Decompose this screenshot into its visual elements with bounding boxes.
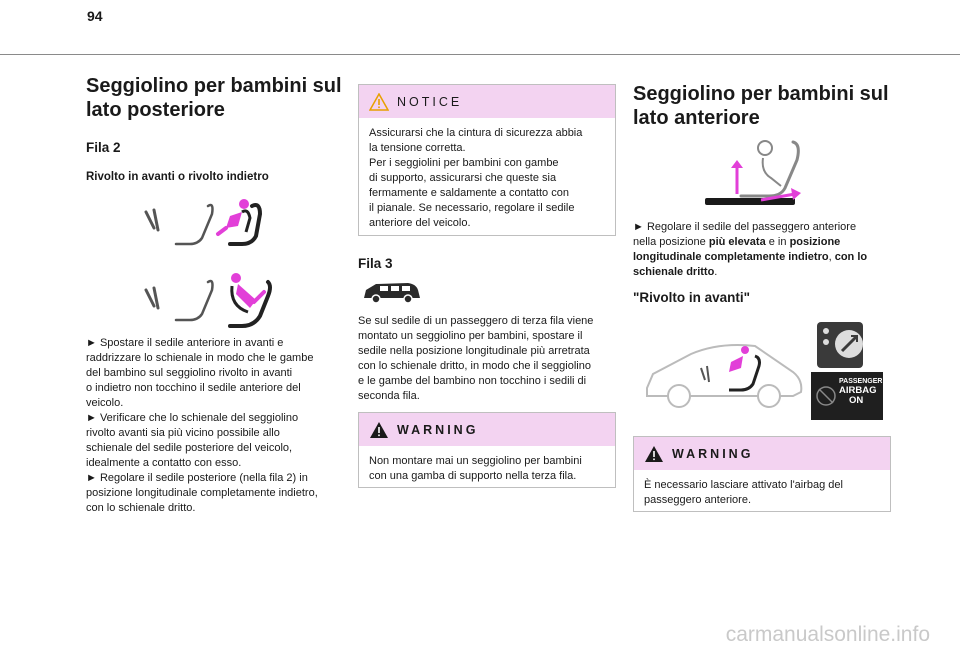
car-icon [362,280,422,304]
notice-header [359,85,615,118]
warning-box-row3 [358,412,616,488]
car-side-illustration [643,336,807,414]
left-column [86,74,348,514]
left-title-line2: lato posteriore [86,99,225,121]
fila3-heading: Fila 3 [358,256,393,271]
notice-label: NOTICE [397,94,463,109]
seat-icon [701,138,805,210]
notice-box [358,84,616,236]
airbag-switch-panel [809,322,867,373]
watermark: carmanualsonline.info [725,623,930,646]
forward-seat-illustration [138,198,278,250]
airbag-on-indicator [811,372,883,420]
forward-facing-heading: "Rivolto in avanti" [633,290,751,305]
warning-label: WARNING [397,422,479,437]
airbag-off-symbol-icon [815,385,837,407]
front-seat-adjust-illustration [701,138,805,210]
notice-text: Assicurarsi che la cintura di sicurezza abbia la tensione corretta. Per i seggiolini per bambini con gambe di supporto, assicurarsi che queste sia fermamente e saldamente a contatto con il pianale. Se necessario, regolare il sedile anteriore del veicolo. [369,127,583,229]
fila3-text: Se sul sedile di un passeggero di terza fila viene montato un seggiolino per bambini, spostare il sedile nella posizione longitudinale più arretrata con lo schienale dritto, in modo che il seggiolino e le gambe del bambino non tocchino i sedili di seconda fila. [358,315,594,402]
car-illustration [362,280,422,304]
airbag-status-text: PASSENGER AIRBAG ON [839,378,883,406]
front-seat-instruction: ► Regolare il sedile del passeggero anteriore nella posizione più elevata e in posizione longitudinale completamente indietro, con lo schienale dritto. [633,221,868,278]
warning-header-front [634,437,890,470]
left-title-line1: Seggiolino per bambini sul [86,75,342,97]
warning-header [359,413,615,446]
right-title-line2: lato anteriore [633,107,760,129]
header-rule [0,54,960,55]
left-instructions: ► Spostare il sedile anteriore in avanti e raddrizzare lo schienale in modo che le gambe del bambino sul seggiolino rivolto in avanti o indietro non tocchino il sedile anteriore del veicolo. ► Verificare che lo schienale del seggiolino rivolto avanti sia più vicino possibile allo schienale del sedile posteriore del veicolo, idealmente a contatto con esso. ► Regolare il sedile posteriore (nella fila 2) in posizione longitudinale completamente indietro, con lo schienale dritto. [86,337,318,514]
right-title-line1: Seggiolino per bambini sul [633,83,889,105]
orientation-heading: Rivolto in avanti o rivolto indietro [86,171,269,183]
airbag-switch-icon [809,322,867,368]
warning-triangle-icon [369,93,389,111]
warning-triangle-icon [644,445,664,463]
warning-text: Non montare mai un seggiolino per bambini con una gamba di supporto nella terza fila. [369,455,582,482]
warning-triangle-icon [369,421,389,439]
page-number: 94 [87,8,103,24]
car-icon [643,336,807,414]
rearward-seat-illustration [138,272,278,330]
fila2-heading: Fila 2 [86,140,121,155]
warning-box-front [633,436,891,512]
warning-text-front: È necessario lasciare attivato l'airbag del passeggero anteriore. [644,479,843,506]
warning-label-front: WARNING [672,446,754,461]
right-column [633,74,891,506]
seat-icon [138,198,278,250]
left-title [86,74,348,122]
seat-icon [138,272,278,330]
right-title [633,82,891,130]
